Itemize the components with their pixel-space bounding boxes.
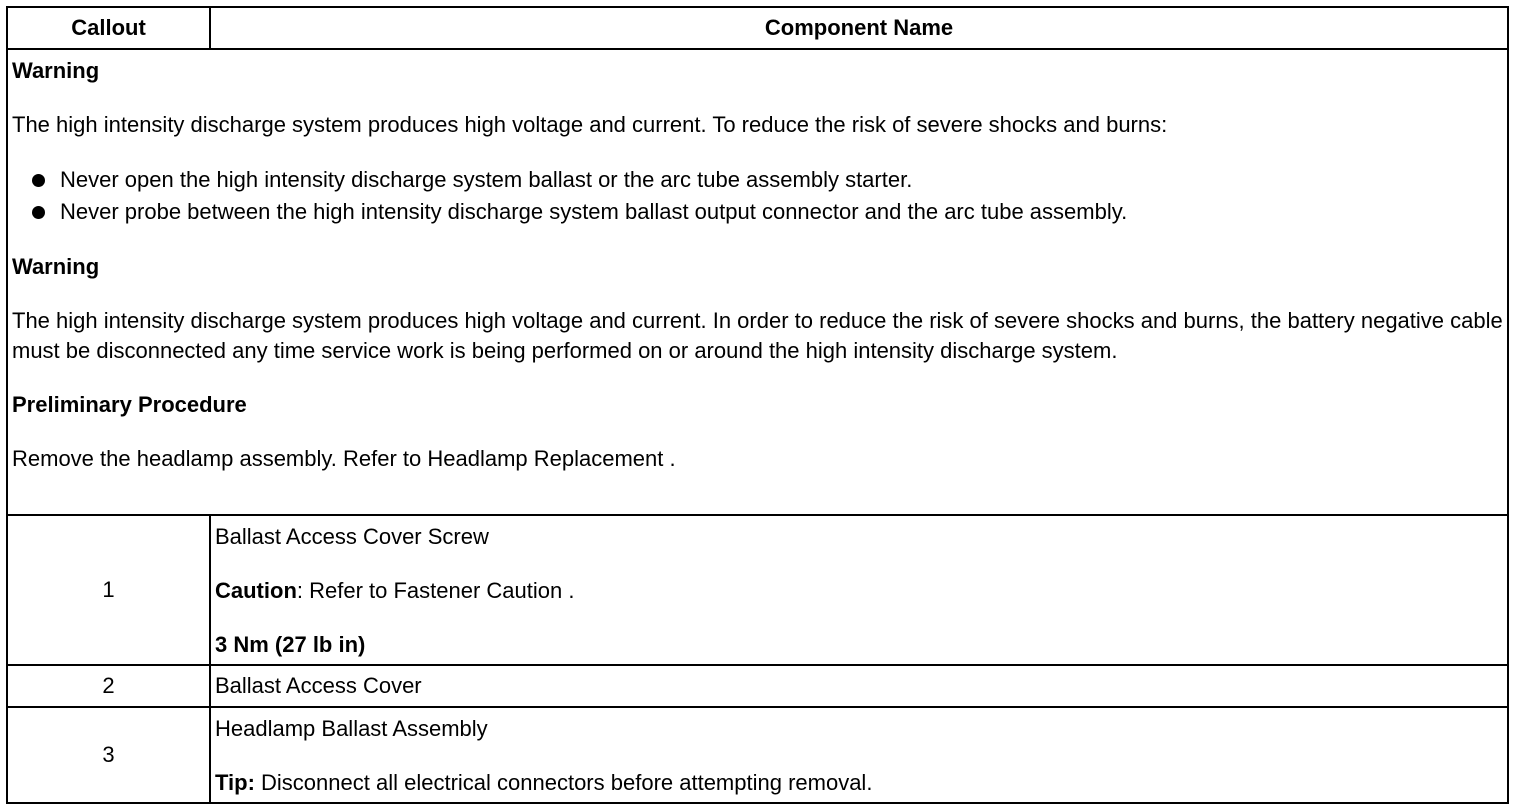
component-name: Headlamp Ballast Assembly	[215, 716, 488, 741]
header-component-name: Component Name	[210, 7, 1508, 49]
torque-spec: 3 Nm (27 lb in)	[215, 632, 366, 657]
component-cell	[210, 665, 1508, 707]
table-header-row	[7, 7, 1508, 49]
table-row	[7, 665, 1508, 707]
caution-note	[215, 576, 1503, 606]
component-name: Ballast Access Cover Screw	[215, 524, 489, 549]
tip-label: Tip:	[215, 770, 255, 795]
warning-bullet: Never open the high intensity discharge system ballast or the arc tube assembly starter.	[12, 164, 1503, 196]
callout-number: 2	[7, 665, 210, 707]
table-row	[7, 515, 1508, 665]
component-cell	[210, 707, 1508, 803]
component-name: Ballast Access Cover	[215, 673, 422, 698]
notice-row	[7, 49, 1508, 515]
table-row	[7, 707, 1508, 803]
tip-note	[215, 768, 1503, 798]
warning-title: Warning	[12, 58, 100, 83]
tip-text: Disconnect all electrical connectors before attempting removal.	[254, 770, 873, 795]
caution-label: Caution	[215, 578, 297, 603]
warning-bullet-list	[12, 164, 1503, 228]
caution-text: : Refer to Fastener Caution .	[296, 578, 575, 603]
callout-number: 3	[7, 707, 210, 803]
component-table	[6, 6, 1509, 804]
notice-cell	[7, 49, 1508, 515]
warning-text: The high intensity discharge system produces high voltage and current. In order to reduce the risk of severe shocks and burns, the battery negative cable must be disconnected any time service work is being performed on or around the high intensity discharge system.	[12, 308, 1503, 363]
callout-number: 1	[7, 515, 210, 665]
warning-text: The high intensity discharge system produces high voltage and current. To reduce the risk of severe shocks and burns:	[12, 112, 1168, 137]
preliminary-procedure-title: Preliminary Procedure	[12, 392, 247, 417]
component-cell	[210, 515, 1508, 665]
preliminary-procedure-text: Remove the headlamp assembly. Refer to Headlamp Replacement .	[12, 446, 676, 471]
warning-title: Warning	[12, 254, 100, 279]
header-callout: Callout	[7, 7, 210, 49]
warning-bullet: Never probe between the high intensity discharge system ballast output connector and the arc tube assembly.	[12, 196, 1503, 228]
